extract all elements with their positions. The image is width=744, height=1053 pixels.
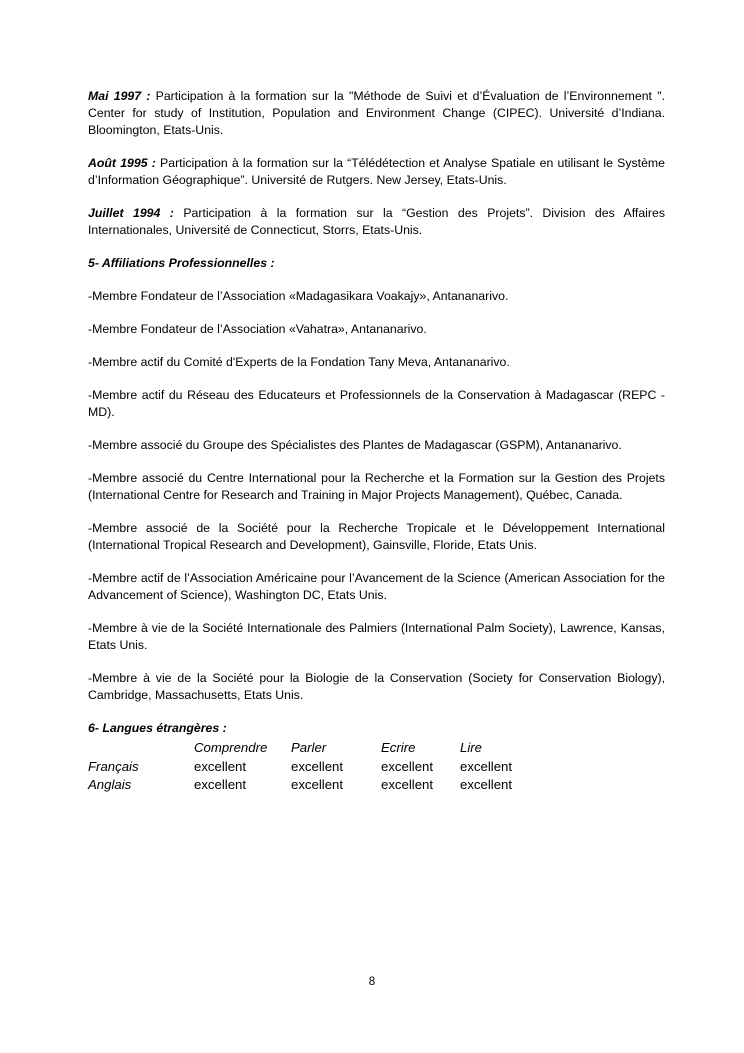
language-name: Anglais (88, 777, 132, 792)
language-level: excellent (291, 777, 344, 792)
empty-header-cell (88, 739, 194, 758)
affiliation-item: -Membre Fondateur de l’Association «Madagasikara Voakajy», Antananarivo. (88, 289, 509, 303)
languages-header-row (88, 739, 512, 758)
languages-table (88, 739, 512, 795)
column-header: Lire (460, 740, 482, 755)
affiliation-item: -Membre actif de l’Association Américaine pour l’Avancement de la Science (American Association for the Advancement of Science), Washington DC, Etats Unis. (88, 571, 665, 602)
language-row (88, 776, 512, 795)
languages-heading: 6- Langues étrangères : (88, 721, 227, 735)
language-level: excellent (381, 777, 434, 792)
column-header: Comprendre (194, 740, 268, 755)
training-date: Mai 1997 : (88, 89, 151, 103)
language-row (88, 758, 512, 777)
column-header: Ecrire (381, 740, 416, 755)
column-header: Parler (291, 740, 327, 755)
language-level: excellent (460, 777, 513, 792)
language-name: Français (88, 758, 139, 774)
affiliation-item: -Membre Fondateur de l’Association «Vahatra», Antananarivo. (88, 322, 427, 336)
affiliation-item: -Membre associé de la Société pour la Recherche Tropicale et le Développement International (International Tropical Research and Development), Gainsville, Floride, Etats Unis. (88, 521, 665, 552)
affiliation-item: -Membre actif du Réseau des Educateurs et Professionnels de la Conservation à Madagascar (REPC - MD). (88, 388, 665, 419)
training-entry (88, 205, 665, 239)
training-date: Août 1995 : (88, 156, 156, 170)
affiliation-item: -Membre à vie de la Société pour la Biologie de la Conservation (Society for Conservation Biology), Cambridge, Massachusetts, Etats Unis. (88, 671, 665, 702)
language-level: excellent (460, 758, 513, 774)
language-level: excellent (194, 777, 247, 792)
affiliation-item: -Membre à vie de la Société Internationale des Palmiers (International Palm Society), Lawrence, Kansas, Etats Unis. (88, 621, 665, 652)
page-number: 8 (368, 976, 376, 988)
document-page (88, 88, 665, 795)
training-entry (88, 88, 665, 139)
affiliations-heading: 5- Affiliations Professionnelles : (88, 256, 275, 270)
training-text: Participation à la formation sur la “Télédétection et Analyse Spatiale en utilisant le Système d’Information Géographique”. Université de Rutgers. New Jersey, Etats-Unis. (88, 156, 665, 187)
training-date: Juillet 1994 : (88, 206, 174, 220)
training-text: Participation à la formation sur la "Méthode de Suivi et d’Évaluation de l’Environnement ". Center for study of Institution, Population and Environment Change (CIPEC). Université d’Indiana. Bloomington, Etats-Unis. (88, 89, 665, 137)
affiliation-item: -Membre associé du Centre International pour la Recherche et la Formation sur la Gestion des Projets (International Centre for Research and Training in Major Projects Management), Québec, Canada. (88, 471, 665, 502)
language-level: excellent (381, 758, 434, 774)
language-level: excellent (291, 758, 344, 774)
affiliation-item: -Membre associé du Groupe des Spécialistes des Plantes de Madagascar (GSPM), Antananarivo. (88, 438, 622, 452)
training-text: Participation à la formation sur la “Gestion des Projets”. Division des Affaires Internationales, Université de Connecticut, Storrs, Etats-Unis. (88, 206, 665, 237)
language-level: excellent (194, 758, 247, 774)
affiliation-item: -Membre actif du Comité d'Experts de la Fondation Tany Meva, Antananarivo. (88, 355, 510, 369)
training-entry (88, 155, 665, 189)
